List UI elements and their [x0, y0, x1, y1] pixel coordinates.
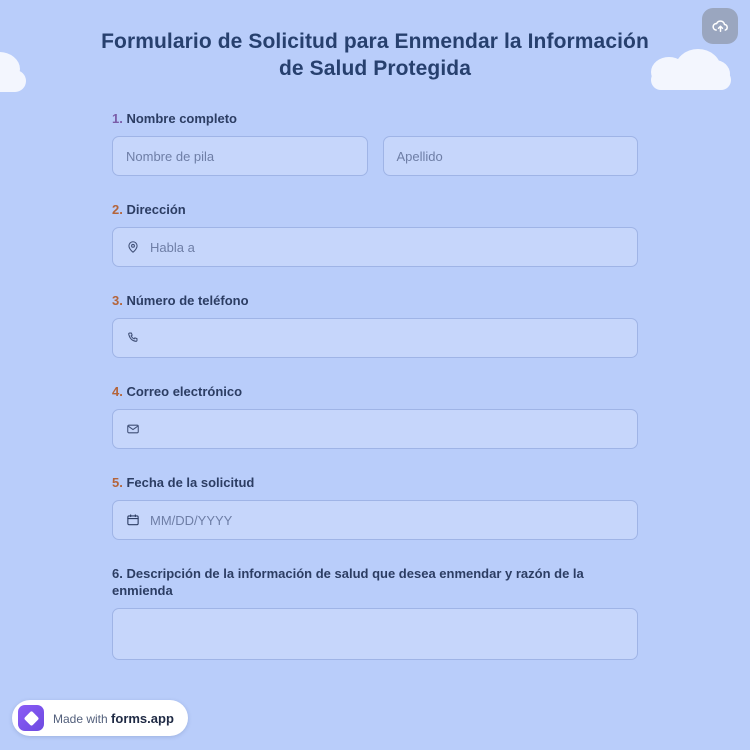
page-title: Formulario de Solicitud para Enmendar la Información de Salud Protegida [101, 30, 649, 80]
address-input[interactable] [112, 227, 638, 267]
field-number: 5. [112, 475, 123, 490]
field-number: 4. [112, 384, 123, 399]
field-label-full-name [112, 110, 638, 127]
last-name-placeholder: Apellido [396, 148, 443, 164]
first-name-input[interactable] [112, 136, 368, 176]
badge-prefix: Made with [53, 711, 108, 726]
field-label-text: Nombre completo [126, 111, 237, 126]
field-number: 1. [112, 111, 123, 126]
cloud-decoration-right [651, 57, 687, 87]
field-label-text: Descripción de la información de salud que desea enmendar y razón de la enmienda [112, 566, 584, 598]
field-label-text: Correo electrónico [126, 384, 243, 399]
cloud-decoration-left [0, 70, 26, 92]
calendar-icon [126, 513, 140, 527]
field-label-request-date [112, 474, 638, 491]
field-request-date [112, 474, 638, 540]
cloud-decoration-right [700, 60, 730, 88]
phone-icon [126, 331, 140, 345]
form-fields [112, 82, 638, 660]
address-placeholder: Habla a [150, 239, 195, 255]
location-pin-icon [126, 240, 140, 254]
cloud-decoration-right [651, 70, 731, 90]
last-name-input[interactable] [383, 136, 639, 176]
description-textarea[interactable] [112, 608, 638, 660]
request-date-placeholder: MM/DD/YYYY [150, 512, 233, 528]
field-label-text: Dirección [126, 202, 186, 217]
cloud-upload-icon [711, 17, 730, 36]
badge-brand: forms.app [111, 710, 174, 726]
field-phone [112, 292, 638, 358]
badge-text [53, 711, 174, 726]
name-inputs-row [112, 136, 638, 176]
field-description [112, 565, 638, 660]
field-number: 3. [112, 293, 123, 308]
email-input[interactable] [112, 409, 638, 449]
field-number: 6. [112, 566, 123, 581]
cloud-decoration-left [0, 52, 20, 86]
phone-input[interactable] [112, 318, 638, 358]
field-full-name [112, 110, 638, 176]
field-address [112, 201, 638, 267]
cloud-upload-button[interactable] [702, 8, 738, 44]
envelope-icon [126, 422, 140, 436]
request-date-input[interactable] [112, 500, 638, 540]
field-label-address [112, 201, 638, 218]
cloud-decoration-right [675, 49, 721, 89]
field-label-text: Número de teléfono [126, 293, 249, 308]
field-label-phone [112, 292, 638, 309]
field-label-text: Fecha de la solicitud [126, 475, 255, 490]
forms-app-logo-icon [18, 705, 44, 731]
field-email [112, 383, 638, 449]
field-number: 2. [112, 202, 123, 217]
field-label-description [112, 565, 638, 599]
field-label-email [112, 383, 638, 400]
forms-app-badge[interactable] [12, 700, 188, 736]
first-name-placeholder: Nombre de pila [126, 148, 215, 164]
